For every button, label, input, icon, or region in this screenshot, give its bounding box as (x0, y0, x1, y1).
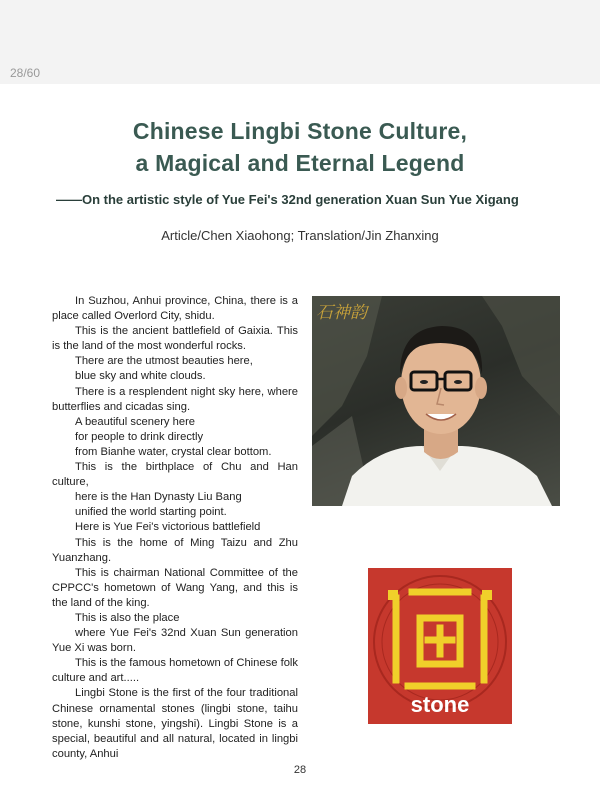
paragraph: A beautiful scenery here (75, 415, 196, 428)
paragraph: This is also the place (75, 611, 180, 624)
paragraph: for people to drink directly (75, 430, 204, 443)
article-body (52, 294, 298, 762)
subtitle: ——On the artistic style of Yue Fei's 32nd generation Xuan Sun Yue Xigang (56, 192, 519, 207)
paragraph: Here is Yue Fei's victorious battlefield (75, 521, 261, 534)
lingbi-stone-logo (368, 568, 512, 724)
calligraphy-text: 石神韵 (316, 303, 367, 323)
paragraph: from Bianhe water, crystal clear bottom. (75, 445, 272, 458)
title-line-2: a Magical and Eternal Legend (135, 150, 465, 176)
paragraph: This is the home of Ming Taizu and Zhu Yuanzhang. (52, 536, 298, 564)
seal-label: stone (410, 692, 470, 717)
paragraph: This is the ancient battlefield of Gaixia. This is the land of the most wonderful rocks. (52, 325, 298, 353)
article-credits: Article/Chen Xiaohong; Translation/Jin Zhanxing (161, 228, 439, 243)
paragraph: blue sky and white clouds. (75, 370, 206, 383)
page-number: 28 (293, 764, 307, 776)
paragraph: This is the birthplace of Chu and Han culture, (52, 461, 298, 489)
paragraph: here is the Han Dynasty Liu Bang (75, 491, 242, 504)
seal-emblem (368, 568, 512, 724)
paragraph: This is the famous hometown of Chinese folk culture and art..... (52, 657, 298, 685)
paragraph: Lingbi Stone is the first of the four traditional Chinese ornamental stones (lingbi stone, taihu stone, kunshi stone, yingshi). Lingbi Stone is a special, beautiful and all natural, located in lingbi county, Anhui (52, 687, 298, 760)
author-photo (312, 296, 560, 506)
paragraph: unified the world starting point. (75, 506, 227, 519)
portrait-illustration (312, 296, 560, 506)
paragraph: There are the utmost beauties here, (75, 355, 253, 368)
paragraph: This is chairman National Committee of the CPPCC's hometown of Wang Yang, and this is the land of the king. (52, 566, 298, 609)
paragraph: where Yue Fei's 32nd Xuan Sun generation Yue Xi was born. (52, 627, 298, 655)
title-line-1: Chinese Lingbi Stone Culture, (132, 118, 468, 144)
page-counter: 28/60 (10, 66, 41, 80)
paragraph: In Suzhou, Anhui province, China, there is a place called Overlord City, shidu. (52, 295, 298, 323)
paragraph: There is a resplendent night sky here, where butterflies and cicadas sing. (52, 385, 298, 413)
